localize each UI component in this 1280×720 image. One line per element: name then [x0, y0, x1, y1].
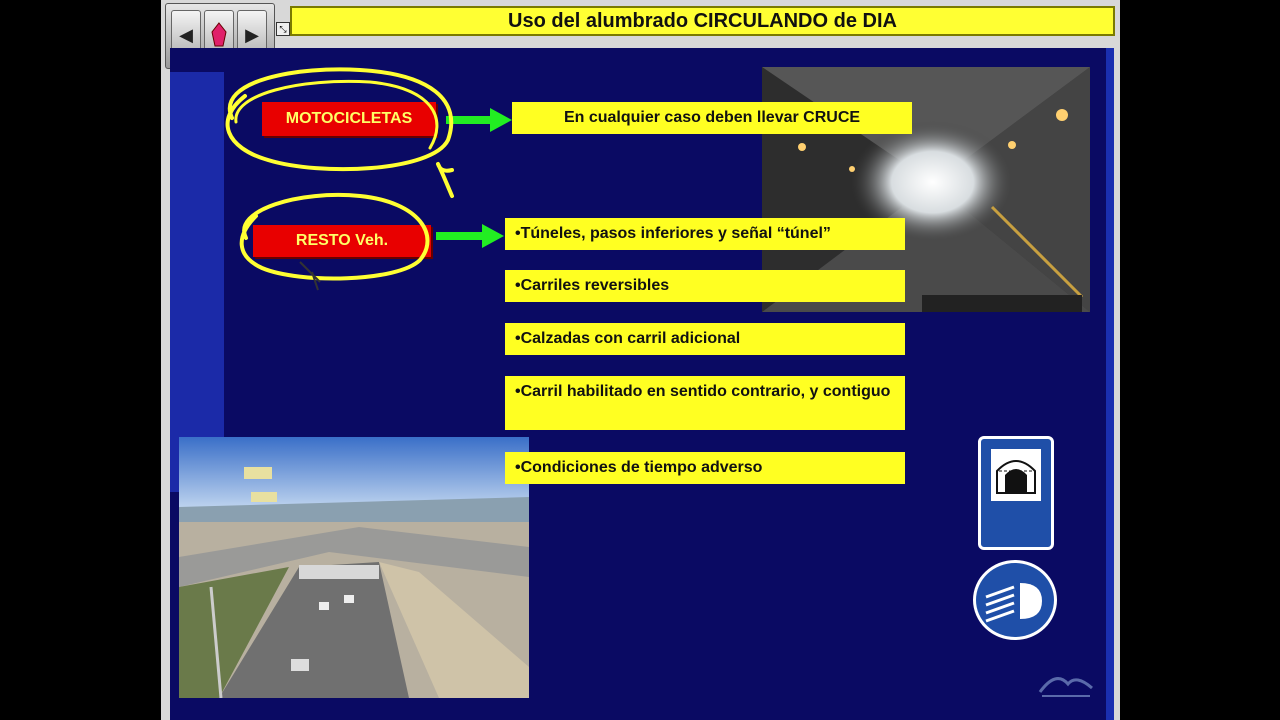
motorcycles-label: MOTOCICLETAS — [262, 102, 436, 136]
rule-adverse-weather: •Condiciones de tiempo adverso — [505, 452, 905, 484]
rule-tunnels: •Túneles, pasos inferiores y señal “túnel” — [505, 218, 905, 250]
logo-watermark-icon — [1036, 666, 1096, 700]
green-arrow-icon — [446, 108, 512, 132]
slide-right-stripe — [1106, 48, 1114, 720]
gem-icon — [211, 22, 227, 48]
rest-vehicles-label: RESTO Veh. — [253, 225, 431, 257]
rule-opposite-lane: •Carril habilitado en sentido contrario, y contiguo — [505, 376, 905, 430]
slide-left-stripe — [170, 72, 224, 492]
rule-reversible-lanes: •Carriles reversibles — [505, 270, 905, 302]
tunnel-sign-icon — [978, 436, 1054, 550]
underpass-photo — [179, 437, 529, 698]
resize-icon[interactable]: ⤡ — [276, 22, 290, 36]
slide-title: Uso del alumbrado CIRCULANDO de DIA — [290, 6, 1115, 36]
right-arrow-icon: ▶ — [245, 24, 259, 45]
motorcycle-rule: En cualquier caso deben llevar CRUCE — [512, 102, 912, 134]
low-beam-headlight-icon — [973, 560, 1057, 640]
left-arrow-icon: ◀ — [179, 24, 193, 45]
rule-additional-lane: •Calzadas con carril adicional — [505, 323, 905, 355]
green-arrow-icon — [436, 224, 504, 248]
